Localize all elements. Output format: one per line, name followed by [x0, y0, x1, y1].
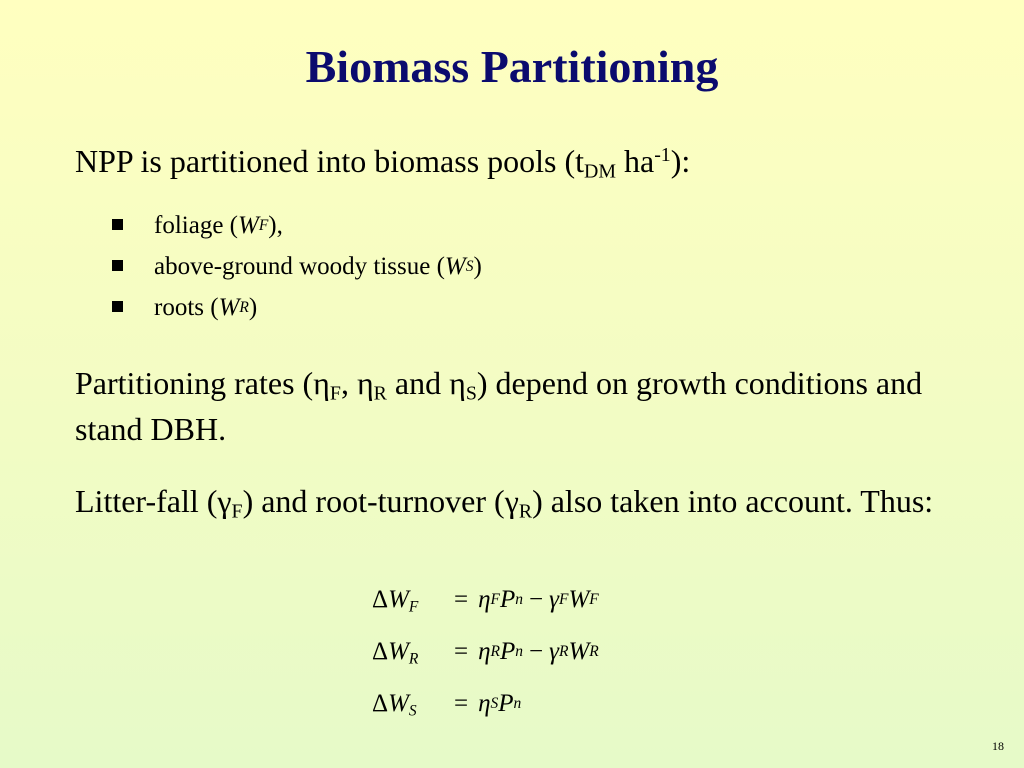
rates-text: and η	[386, 365, 466, 401]
npp-unit-sub: DM	[584, 160, 616, 183]
partitioning-rates-paragraph	[75, 360, 955, 452]
bullet-text: foliage (	[154, 211, 238, 239]
list-item-foliage	[112, 205, 482, 246]
delta-symbol: Δ	[372, 638, 389, 665]
rates-text: , η	[340, 365, 374, 401]
minus-sign: −	[529, 586, 544, 613]
eq-var: P	[498, 690, 514, 717]
bullet-var: W	[237, 211, 259, 239]
bullet-square-icon	[112, 301, 123, 312]
eta-symbol: η	[478, 638, 491, 665]
bullet-var-sub: S	[465, 257, 474, 275]
equals-sign: =	[454, 638, 469, 665]
bullet-square-icon	[112, 260, 123, 271]
eq-var: P	[499, 638, 516, 665]
eq-var: W	[568, 586, 590, 613]
bullet-text: roots (	[154, 293, 219, 321]
eq-sub: F	[490, 591, 500, 608]
rates-text: Partitioning rates (η	[75, 365, 330, 401]
equation-foliage	[372, 574, 599, 626]
litter-text: ) also taken into account. Thus:	[532, 483, 934, 519]
npp-unit-ha: ha	[616, 143, 655, 179]
eq-var: P	[499, 586, 516, 613]
eq-sub: F	[408, 598, 419, 616]
eq-var: W	[388, 586, 409, 613]
list-item-woody-tissue	[112, 246, 482, 287]
eta-symbol: η	[478, 690, 491, 717]
gamma-symbol: γ	[549, 638, 559, 665]
eq-var: W	[388, 638, 409, 665]
eq-sub: R	[589, 643, 599, 660]
bullet-var-sub: R	[239, 298, 249, 316]
equation-lhs	[372, 586, 444, 614]
npp-text-end: ):	[670, 143, 691, 179]
litter-text: ) and root-turnover (γ	[242, 483, 519, 519]
litter-sub: F	[231, 500, 243, 523]
minus-sign: −	[529, 638, 544, 665]
bullet-text-end: )	[473, 252, 482, 280]
eq-sub: R	[408, 650, 419, 668]
rates-sub: S	[465, 382, 477, 405]
eq-sub: n	[515, 643, 524, 660]
bullet-text-end: )	[248, 293, 258, 321]
eq-sub: S	[490, 695, 499, 712]
eta-symbol: η	[478, 586, 491, 613]
litter-sub: R	[518, 500, 533, 523]
delta-symbol: Δ	[372, 586, 389, 613]
eq-sub: F	[558, 591, 569, 608]
bullet-text: above-ground woody tissue (	[154, 252, 445, 280]
equation-lhs	[372, 638, 444, 666]
slide-title: Biomass Partitioning	[305, 41, 719, 92]
bullet-square-icon	[112, 219, 123, 230]
bullet-var: W	[444, 252, 466, 280]
equals-sign: =	[454, 690, 469, 717]
eq-sub: R	[490, 643, 500, 660]
eq-var: W	[388, 690, 409, 717]
rates-sub: F	[329, 382, 341, 405]
equation-stem	[372, 678, 599, 730]
equations-block	[372, 574, 599, 730]
list-item-roots	[112, 287, 482, 328]
rates-sub: R	[373, 382, 387, 405]
npp-unit-sup: -1	[654, 144, 671, 167]
gamma-symbol: γ	[549, 586, 559, 613]
eq-sub: n	[515, 591, 524, 608]
litter-text: Litter-fall (γ	[75, 483, 232, 519]
bullet-var-sub: F	[258, 216, 269, 234]
rates-text: ) depend on growth conditions and stand DBH.	[75, 365, 923, 447]
bullet-text-end: ),	[268, 211, 283, 239]
eq-var: W	[568, 638, 590, 665]
npp-paragraph	[75, 138, 690, 184]
delta-symbol: Δ	[372, 690, 389, 717]
litter-fall-paragraph	[75, 478, 955, 524]
npp-text: NPP is partitioned into biomass pools (t	[75, 143, 585, 179]
equals-sign: =	[454, 586, 469, 613]
page-number: 18	[992, 739, 1004, 753]
eq-sub: S	[408, 702, 417, 720]
equation-roots	[372, 626, 599, 678]
biomass-pools-list	[112, 205, 482, 328]
eq-sub: F	[589, 591, 599, 608]
bullet-var: W	[218, 293, 240, 321]
equation-lhs	[372, 690, 444, 718]
eq-sub: R	[558, 643, 569, 660]
eq-sub: n	[513, 695, 522, 712]
